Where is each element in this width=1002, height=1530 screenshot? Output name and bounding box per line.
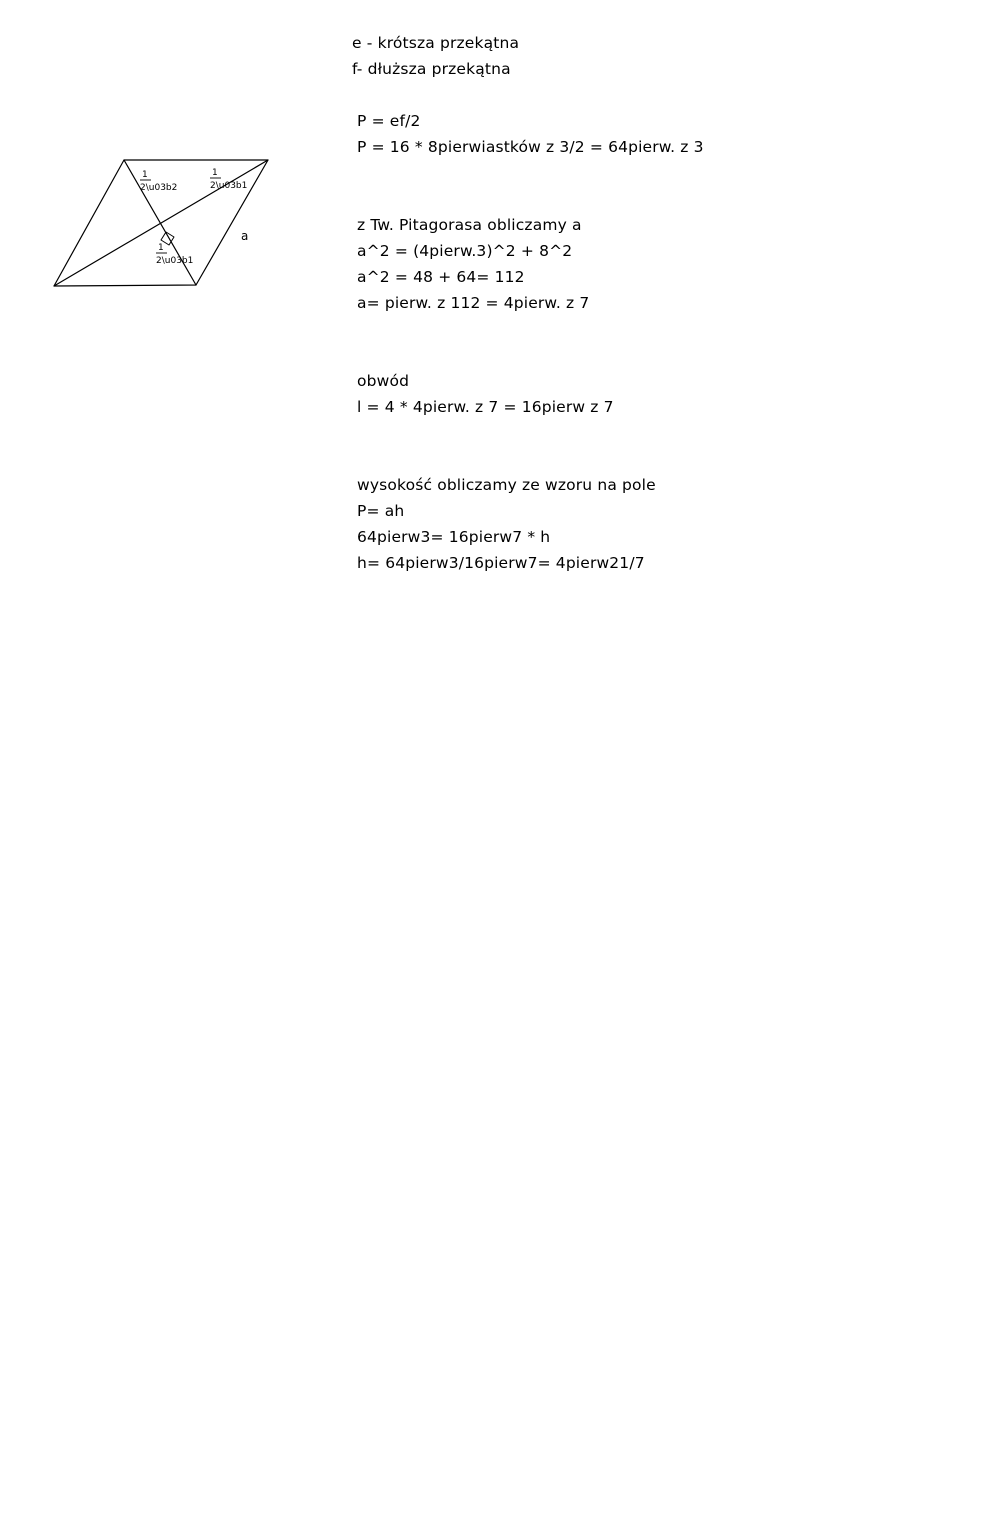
spacer-2b — [352, 186, 952, 212]
notes-text-column — [352, 30, 952, 576]
height-line-1: P= ah — [357, 502, 405, 520]
pythagoras-line-2: a^2 = 48 + 64= 112 — [357, 268, 525, 286]
height-line-2: 64pierw3= 16pierw7 * h — [357, 528, 551, 546]
pythagoras-line-1: a^2 = (4pierw.3)^2 + 8^2 — [357, 242, 573, 260]
block-definitions — [352, 30, 952, 82]
area-line-1: P = 16 * 8pierwiastków z 3/2 = 64pierw. z 3 — [357, 138, 704, 156]
block-pythagoras — [352, 212, 952, 316]
spacer-3b — [352, 342, 952, 368]
block-height — [352, 472, 952, 576]
diagonal-long — [54, 160, 268, 286]
definitions-line-0: e - krótsza przekątna — [352, 34, 520, 52]
pythagoras-line-0: z Tw. Pitagorasa obliczamy a — [357, 216, 582, 234]
definitions-line-1: f- dłuższa przekątna — [352, 60, 511, 78]
spacer-4 — [352, 420, 952, 446]
diagonal-short — [124, 160, 196, 285]
label-half-alpha-top-right: 1 — [212, 168, 218, 178]
label-half-beta-top-left-denom: 2\u03b2 — [140, 183, 178, 193]
area-line-0: P = ef/2 — [357, 112, 421, 130]
spacer-4b — [352, 446, 952, 472]
pythagoras-line-3: a= pierw. z 112 = 4pierw. z 7 — [357, 294, 590, 312]
label-half-alpha-top-right-denom: 2\u03b1 — [210, 181, 248, 191]
spacer-2 — [352, 160, 952, 186]
block-perimeter — [352, 368, 952, 420]
label-side-a: a — [241, 229, 249, 243]
spacer-1 — [352, 82, 952, 108]
height-line-0: wysokość obliczamy ze wzoru na pole — [357, 476, 656, 494]
rhombus-diagram — [36, 140, 296, 310]
label-half-beta-top-left: 1 — [142, 170, 148, 180]
label-half-alpha-bottom: 1 — [158, 243, 164, 253]
height-line-3: h= 64pierw3/16pierw7= 4pierw21/7 — [357, 554, 645, 572]
label-half-alpha-bottom-denom: 2\u03b1 — [156, 256, 194, 266]
spacer-3 — [352, 316, 952, 342]
perimeter-line-1: l = 4 * 4pierw. z 7 = 16pierw z 7 — [357, 398, 614, 416]
perimeter-line-0: obwód — [357, 372, 410, 390]
block-area-formula — [352, 108, 952, 160]
